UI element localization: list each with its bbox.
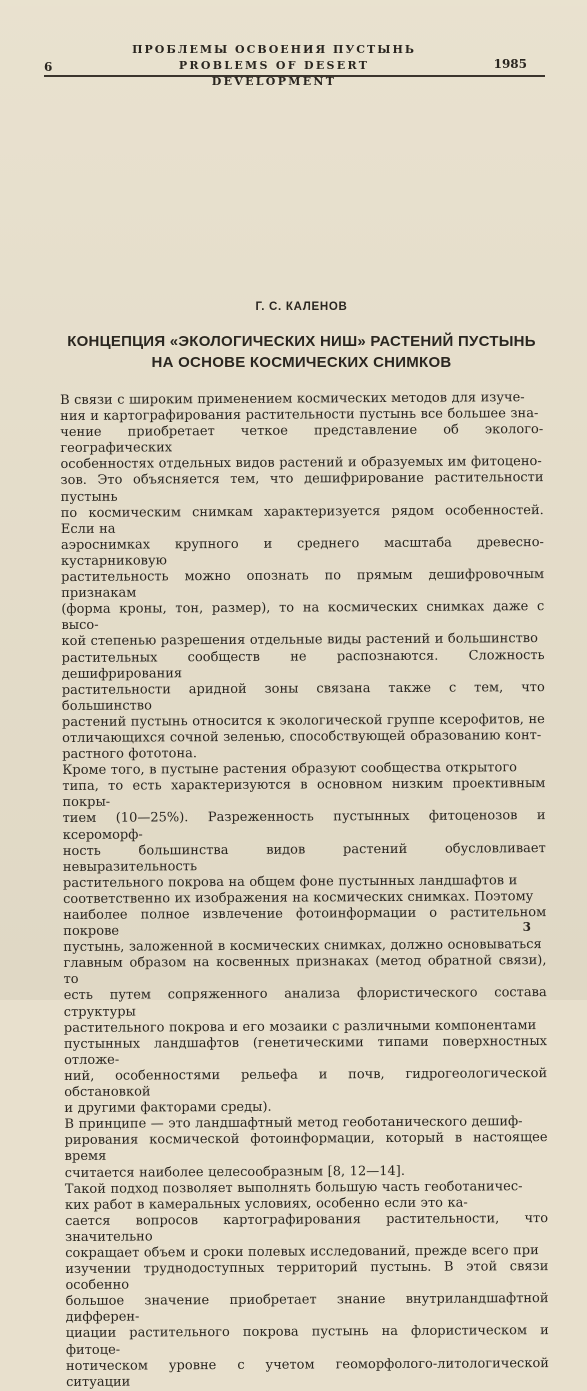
article-title-line-1: КОНЦЕПЦИЯ «ЭКОЛОГИЧЕСКИХ НИШ» РАСТЕНИЙ ПУСТЫНЬ [67, 333, 536, 350]
article-title [60, 331, 543, 373]
header-rule [44, 75, 545, 77]
article-author: Г. С. КАЛЕНОВ [255, 301, 348, 313]
publication-year: 1985 [493, 57, 527, 71]
journal-title [118, 42, 430, 90]
article-paragraph-3: В принципе — это ландшафтный метод геоботанического дешиф- рирования космической фотоинформации, который в настоящее время считается наиболее целесообразным [8, 12—14]. [64, 1114, 548, 1181]
footer-page-number: 3 [522, 920, 531, 934]
article-body [60, 390, 549, 1391]
journal-header [44, 42, 553, 88]
article-paragraph-2: Кроме того, в пустыне растения образуют сообщества открытого типа, то есть характеризуются в основном низким проективным покры- тием (10—25%). Разреженность пустынных фитоценозов и ксероморф- ность большинства видов растений обусловливает невыразительность растительного покрова на общем фоне пустынных ландшафтов и соответственно их изображения на космических снимках. Поэтому наиболее полное извлечение фотоинформации о растительном покрове пустынь, заложенной в космических снимках, должно основываться главным образом на косвенных признаках (метод обратной связи), то есть путем сопряженного анализа флористического состава структуры растительного покрова и его мозаики с различными компонентами пустынных ландшафтов (генетическими типами поверхностных отложе- ний, особенностями рельефа и почв, гидрогеологической обстановкой и другими факторами среды). [62, 760, 548, 1117]
article-title-line-2: НА ОСНОВЕ КОСМИЧЕСКИХ СНИМКОВ [151, 354, 452, 371]
article-paragraph-4: Такой подход позволяет выполнять большую часть геоботаничес- ких работ в камеральных условиях, особенно если это ка- сается вопросов картографирования растительности, что значительно сокращает объем и сроки полевых исследований, прежде всего при изучении труднодоступных территорий пустынь. В этой связи особенно большое значение приобретает знание внутриландшафтной дифферен- циации растительного покрова пустынь на флористическом и фитоце- нотическом уровне с учетом геоморфолого-литологической ситуации [64, 1178, 549, 1390]
header-page-number: 6 [44, 60, 53, 74]
journal-title-russian: ПРОБЛЕМЫ ОСВОЕНИЯ ПУСТЫНЬ [132, 43, 416, 56]
article-paragraph-1: В связи с широким применением космических методов для изуче- ния и картографирования растительности пустынь все большее зна- чение приобретает четкое представление об эколого-географических особенностях отдельных видов растений и образуемых им фитоцено- зов. Это объясняется тем, что дешифрирование растительности пустынь по космическим снимкам характеризуется рядом особенностей. Если на аэроснимках крупного и среднего масштаба древесно-кустарниковую растительность можно опознать по прямым дешифровочным признакам (форма кроны, тон, размер), то на космических снимках даже с высо- кой степенью разрешения отдельные виды растений и большинство растительных сообществ не распознаются. Сложность дешифрирования растительности аридной зоны связана также с тем, что большинство растений пустынь относится к экологической группе ксерофитов, не отличающихся сочной зеленью, способствующей образованию конт- растного фототона. [60, 390, 545, 763]
journal-title-english: PROBLEMS OF DESERT DEVELOPMENT [178, 59, 370, 88]
